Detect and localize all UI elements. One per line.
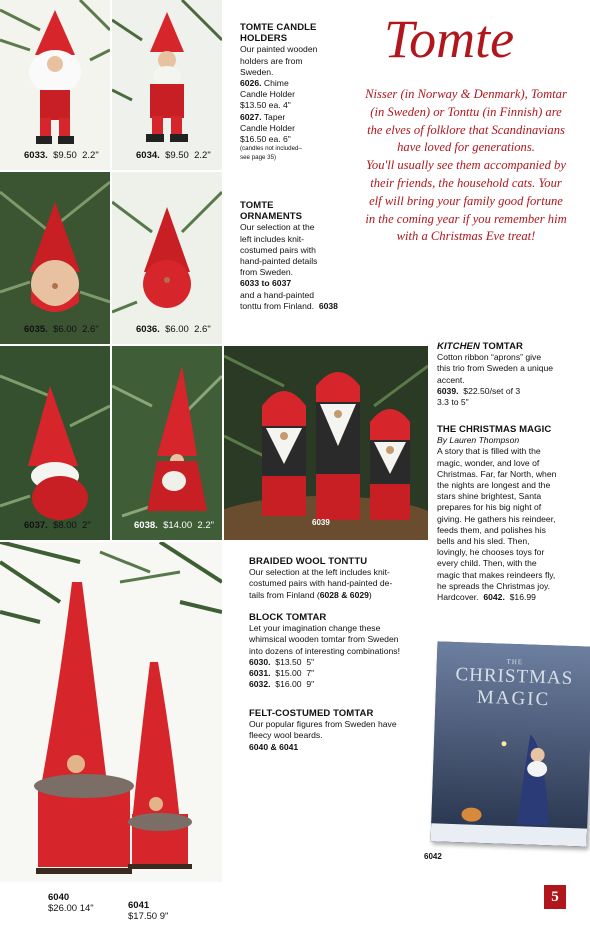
book-desc-line: stars shine brightest, Santa — [437, 491, 542, 502]
kitchen-price: 6039. $22.50/set of 3 — [437, 385, 521, 396]
ornaments-desc-line: from Sweden. — [240, 267, 294, 278]
photo-6034 — [112, 0, 222, 170]
block-tomtar-image — [224, 346, 428, 540]
candle-holders-desc-line: holders are from — [240, 55, 303, 66]
caption-6036: 6036. $6.00 2.6" — [136, 324, 211, 335]
item-6026-price: $13.50 ea. 4" — [240, 100, 291, 111]
candle-holders-desc-line: Our painted wooden — [240, 44, 318, 55]
photo-6033 — [0, 0, 110, 170]
book-desc-line: prepares for his big night of — [437, 502, 542, 513]
book-desc-line: lovingly, he chooses toys for — [437, 547, 545, 558]
ornaments-desc-line: hand-painted details — [240, 256, 318, 267]
caption-6040: 6040 $26.00 14" — [48, 892, 94, 914]
caption-6035: 6035. $6.00 2.6" — [24, 324, 99, 335]
block-item: 6030. $13.50 5" — [249, 656, 315, 667]
felt-codes: 6040 & 6041 — [249, 741, 299, 752]
block-desc-line: whimsical wooden tomtar from Sweden — [249, 634, 399, 645]
block-item: 6032. $16.00 9" — [249, 679, 315, 690]
book-desc-line: A story that is filled with the — [437, 446, 541, 457]
kitchen-tomtar-section — [437, 341, 587, 408]
candle-holders-heading: TOMTE CANDLE HOLDERS — [240, 22, 317, 45]
book-desc-line: magic, wonder, and love of — [437, 457, 540, 468]
intro-line: Nisser (in Norway & Denmark), Tomtar — [365, 87, 567, 101]
intro-line: with a Christmas Eve treat! — [396, 229, 536, 244]
caption-6033: 6033. $9.50 2.2" — [24, 150, 99, 161]
kitchen-tomtar-heading: KITCHEN TOMTAR — [437, 341, 524, 352]
candles-note: (candles not included– see page 35) — [240, 145, 302, 161]
book-desc-line: giving. He gathers his reindeer, — [437, 513, 556, 524]
braided-desc-line: Our selection at the left includes knit- — [249, 567, 390, 578]
photo-6037 — [0, 346, 110, 540]
block-heading: BLOCK TOMTAR — [249, 612, 327, 623]
kitchen-desc-line: this trio from Sweden a unique — [437, 363, 554, 374]
item-6027-price: $16.50 ea. 6" — [240, 134, 291, 145]
ornaments-desc-line: Our selection at the — [240, 222, 315, 233]
page-number: 5 — [544, 885, 566, 909]
intro-line: elf will bring your family good fortune — [369, 193, 563, 208]
book-desc-line: magic that makes reindeers fly, — [437, 569, 556, 580]
felt-desc-line: fleecy wool beards. — [249, 730, 323, 741]
book-desc-line: feeds them, and polishes his — [437, 524, 546, 535]
ornaments-desc-line: costumed pairs with — [240, 244, 316, 255]
book-desc-line: he spreads the Christmas joy. — [437, 580, 551, 591]
photo-6040-6041 — [0, 542, 222, 882]
ornaments-heading: TOMTE ORNAMENTS — [240, 200, 303, 223]
knit-tomte-image — [112, 0, 222, 170]
photo-6038 — [112, 346, 222, 540]
block-desc-line: into dozens of interesting combinations! — [249, 645, 400, 656]
block-figure-right — [370, 409, 410, 520]
photo-6039 — [224, 346, 428, 540]
block-tomtar-section — [249, 612, 434, 690]
page-title: Tomte — [384, 9, 515, 69]
book-author: By Lauren Thompson — [437, 435, 520, 446]
kitchen-desc-line: accent. — [437, 374, 465, 385]
felt-desc-line: Our popular figures from Sweden have — [249, 719, 397, 730]
intro-line: have loved for generations. — [397, 140, 535, 155]
braided-heading: BRAIDED WOOL TONTTU — [249, 556, 368, 567]
book-heading: THE CHRISTMAS MAGIC — [437, 424, 552, 435]
ball-tomte-image — [0, 172, 110, 344]
book-cover-christmas: CHRISTMAS — [455, 663, 574, 690]
book-cover — [431, 641, 590, 846]
braided-desc-line: costumed pairs with hand-painted de- — [249, 578, 393, 589]
photo-6035 — [0, 172, 110, 344]
braided-wool-section — [249, 556, 429, 601]
felt-heading: FELT-COSTUMED TOMTAR — [249, 708, 374, 719]
item-6027: 6027. Taper — [240, 111, 286, 122]
intro-line: their friends, the household cats. Your — [370, 175, 562, 190]
ornaments-range: 6033 to 6037 — [240, 278, 292, 289]
knit-tomte-image — [0, 346, 110, 540]
felt-tomte-image — [112, 346, 222, 540]
intro-text — [342, 86, 590, 246]
photo-6036 — [112, 172, 222, 344]
caption-6037: 6037. $8.00 2" — [24, 520, 91, 531]
candle-holders-desc-line: Sweden. — [240, 66, 274, 77]
intro-line: (in Sweden) or Tonttu (in Finnish) are — [370, 104, 562, 119]
book-desc-line: bells and his sled. Then, — [437, 536, 530, 547]
intro-line: the elves of folklore that Scandinavians — [367, 122, 565, 137]
intro-line: in the coming year if you remember him — [365, 211, 567, 226]
book-desc-line: Christmas. Far, far North, when — [437, 468, 557, 479]
christmas-magic-section — [437, 424, 587, 603]
block-desc-line: Let your imagination change these — [249, 623, 381, 634]
kitchen-size: 3.3 to 5" — [437, 397, 469, 408]
knit-tomte-image — [0, 0, 110, 170]
caption-6038: 6038. $14.00 2.2" — [134, 520, 214, 531]
item-6027-name: Candle Holder — [240, 122, 295, 133]
block-item: 6031. $15.00 7" — [249, 668, 315, 679]
felt-tomtar-section — [249, 708, 434, 753]
ball-tomte-image — [112, 172, 222, 344]
block-figure-left — [262, 391, 306, 516]
kitchen-desc-line: Cotton ribbon “aprons” give — [437, 352, 542, 363]
caption-6039: 6039 — [312, 518, 330, 527]
caption-6042: 6042 — [424, 852, 442, 861]
caption-6041: 6041 $17.50 9" — [128, 900, 169, 922]
item-6026: 6026. Chime — [240, 78, 289, 89]
felt-tomtar-image — [0, 542, 222, 882]
caption-6034: 6034. $9.50 2.2" — [136, 150, 211, 161]
item-6026-name: Candle Holder — [240, 89, 295, 100]
book-cover-magic: MAGIC — [476, 686, 551, 711]
block-figure-middle — [316, 372, 360, 520]
ornaments-desc-line: left includes knit- — [240, 233, 305, 244]
candle-holders-section — [240, 22, 340, 162]
book-desc-line: every child. Then, with the — [437, 558, 537, 569]
ornaments-last: tonttu from Finland. 6038 — [240, 300, 338, 311]
braided-desc-line3: tails from Finland (6028 & 6029) — [249, 589, 372, 600]
book-cover-title — [435, 655, 590, 712]
book-desc-line: the nights are longest and the — [437, 480, 551, 491]
book-cover-the: THE — [506, 657, 524, 667]
intro-line: You'll usually see them accompanied by — [366, 158, 566, 173]
book-price: Hardcover. 6042. $16.99 — [437, 592, 536, 603]
ornaments-desc-line: and a hand-painted — [240, 289, 315, 300]
